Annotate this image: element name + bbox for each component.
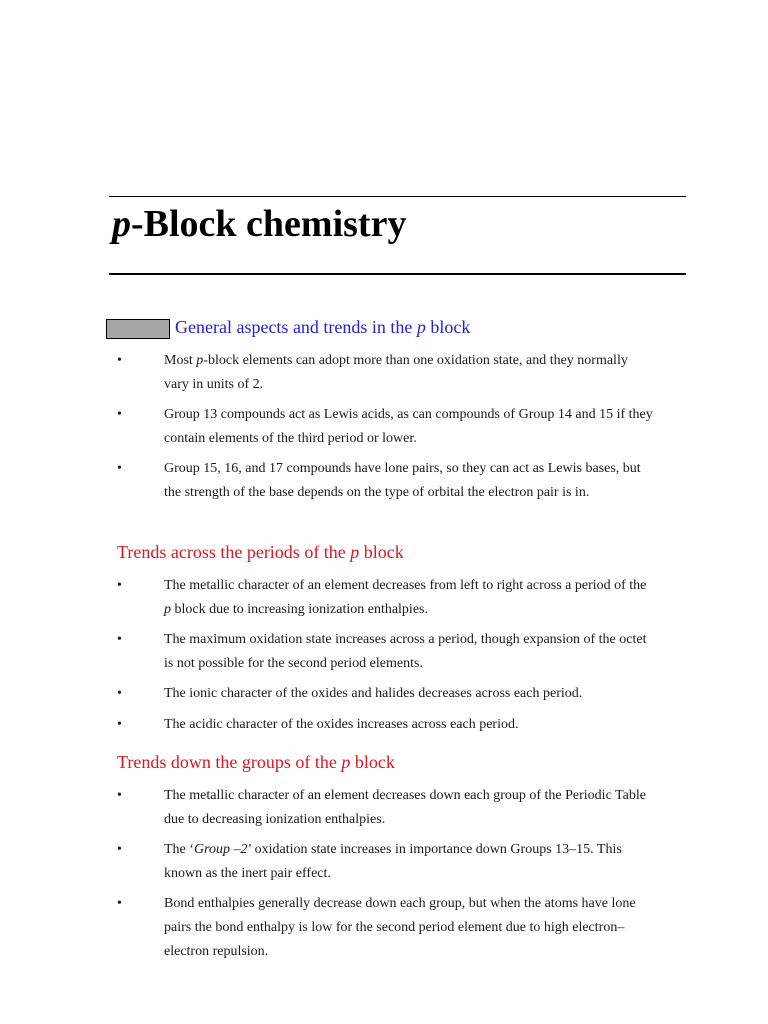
bullet-icon: • xyxy=(117,686,122,701)
list-item-text: Bond enthalpies generally decrease down each group, but when the atoms have lone pairs the bond enthalpy is low for the second period element due to high electron–electron repulsion. xyxy=(164,896,636,959)
bullet-icon: • xyxy=(117,578,122,593)
list-item-text: The maximum oxidation state increases across a period, though expansion of the octet is not possible for the second period elements. xyxy=(164,632,647,671)
heading-italic: p xyxy=(350,542,360,562)
page-title-rest: -Block chemistry xyxy=(131,203,407,245)
list-item-text: Group 15, 16, and 17 compounds have lone pairs, so they can act as Lewis bases, but the strength of the base depends on the type of orbital the electron pair is in. xyxy=(164,461,641,500)
section-heading-down-groups xyxy=(117,750,395,774)
list-item-text: The ‘Group –2’ oxidation state increases in importance down Groups 13–15. This known as the inert pair effect. xyxy=(164,842,622,881)
bullet-icon: • xyxy=(117,353,122,368)
section-heading-across-periods xyxy=(117,540,404,564)
heading-italic: p xyxy=(416,317,426,337)
bullet-icon: • xyxy=(117,896,122,911)
bullet-icon: • xyxy=(117,788,122,803)
list-item-text: Group 13 compounds act as Lewis acids, as can compounds of Group 14 and 15 if they contain elements of the third period or lower. xyxy=(164,407,653,446)
list-item-text: The acidic character of the oxides increases across each period. xyxy=(164,717,519,732)
heading-text: block xyxy=(350,752,395,772)
bullet-icon: • xyxy=(117,842,122,857)
bullet-icon: • xyxy=(117,407,122,422)
bullet-icon: • xyxy=(117,717,122,732)
page-title xyxy=(112,200,406,248)
title-rule-top xyxy=(109,196,686,197)
heading-text: block xyxy=(425,317,471,337)
heading-text: Trends across the periods of the xyxy=(117,542,351,562)
list-item-text: The metallic character of an element decreases from left to right across a period of the p block due to increasing ionization enthalpies. xyxy=(164,578,647,617)
section-heading-general xyxy=(175,315,470,339)
title-rule-bottom xyxy=(109,273,686,275)
list-item-text: The ionic character of the oxides and halides decreases across each period. xyxy=(164,686,583,701)
bullet-icon: • xyxy=(117,461,122,476)
page-title-italic: p xyxy=(112,203,131,245)
list-item-text: Most p-block elements can adopt more than one oxidation state, and they normally vary in units of 2. xyxy=(164,353,628,392)
heading-italic: p xyxy=(341,752,351,772)
list-item-text: The metallic character of an element decreases down each group of the Periodic Table due to decreasing ionization enthalpies. xyxy=(164,788,646,827)
heading-text: General aspects and trends in the xyxy=(175,317,417,337)
bullet-icon: • xyxy=(117,632,122,647)
section-marker-box xyxy=(106,319,170,339)
heading-text: block xyxy=(359,542,404,562)
heading-text: Trends down the groups of the xyxy=(117,752,342,772)
